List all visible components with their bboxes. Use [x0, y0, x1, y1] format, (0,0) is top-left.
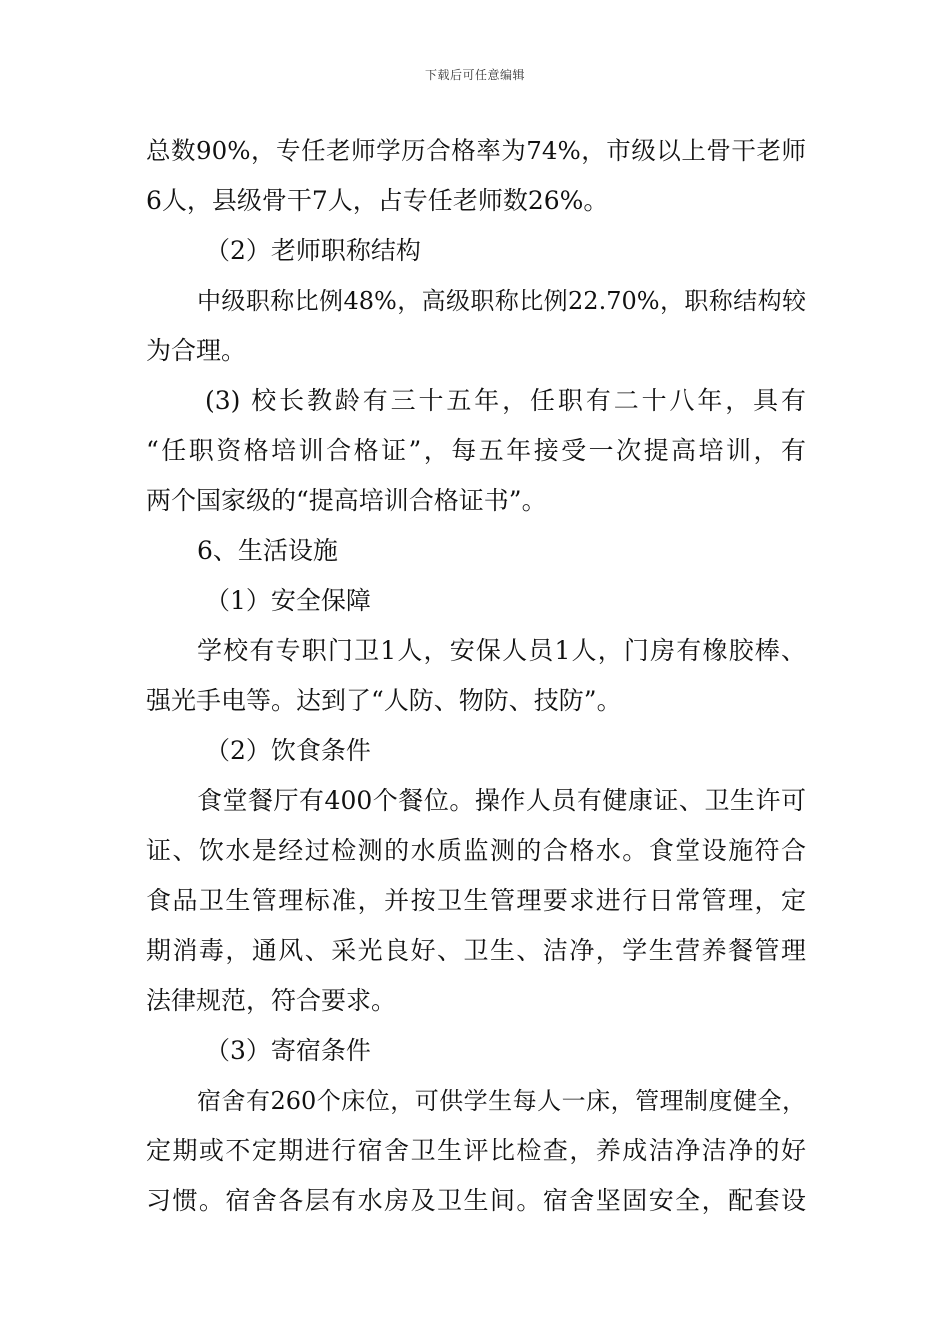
paragraph-line: 食堂餐厅有400个餐位。操作人员有健康证、卫生许可 [197, 786, 806, 815]
subheading: （2）老师职称结构 [205, 236, 421, 265]
paragraph-line: 两个国家级的“提高培训合格证书”。 [146, 486, 547, 515]
subheading: （1）安全保障 [205, 586, 371, 615]
paragraph-line: 证、饮水是经过检测的水质监测的合格水。食堂设施符合 [146, 836, 806, 865]
subheading: （2）饮食条件 [205, 736, 371, 765]
paragraph-line: 学校有专职门卫1人，安保人员1人，门房有橡胶棒、 [197, 636, 806, 665]
paragraph-line: 总数90%，专任老师学历合格率为74%，市级以上骨干老师 [146, 136, 806, 165]
paragraph-line: 法律规范，符合要求。 [146, 986, 397, 1015]
paragraph-line: 期消毒，通风、采光良好、卫生、洁净，学生营养餐管理 [146, 936, 806, 965]
paragraph-line: 强光手电等。达到了“人防、物防、技防”。 [146, 686, 622, 715]
paragraph-line: 宿舍有260个床位，可供学生每人一床，管理制度健全， [197, 1087, 806, 1115]
subheading: （3）寄宿条件 [205, 1036, 371, 1065]
paragraph-line: 6人，县级骨干7人，占专任老师数26%。 [146, 186, 609, 215]
paragraph-line: 食品卫生管理标准，并按卫生管理要求进行日常管理，定 [146, 886, 806, 915]
paragraph-line: “任职资格培训合格证”，每五年接受一次提高培训，有 [146, 436, 806, 465]
paragraph-line: 为合理。 [146, 336, 247, 365]
page-header: 下载后可任意编辑 [424, 68, 525, 82]
paragraph-line: 定期或不定期进行宿舍卫生评比检查，养成洁净洁净的好 [146, 1136, 806, 1165]
section-heading: 6、生活设施 [197, 536, 338, 565]
paragraph-line: (3) 校长教龄有三十五年，任职有二十八年，具有 [205, 386, 806, 415]
document-body [146, 126, 806, 1226]
paragraph-line: 习惯。宿舍各层有水房及卫生间。宿舍坚固安全，配套设 [146, 1186, 806, 1215]
paragraph-line: 中级职称比例48%，高级职称比例22.70%，职称结构较 [197, 287, 806, 315]
